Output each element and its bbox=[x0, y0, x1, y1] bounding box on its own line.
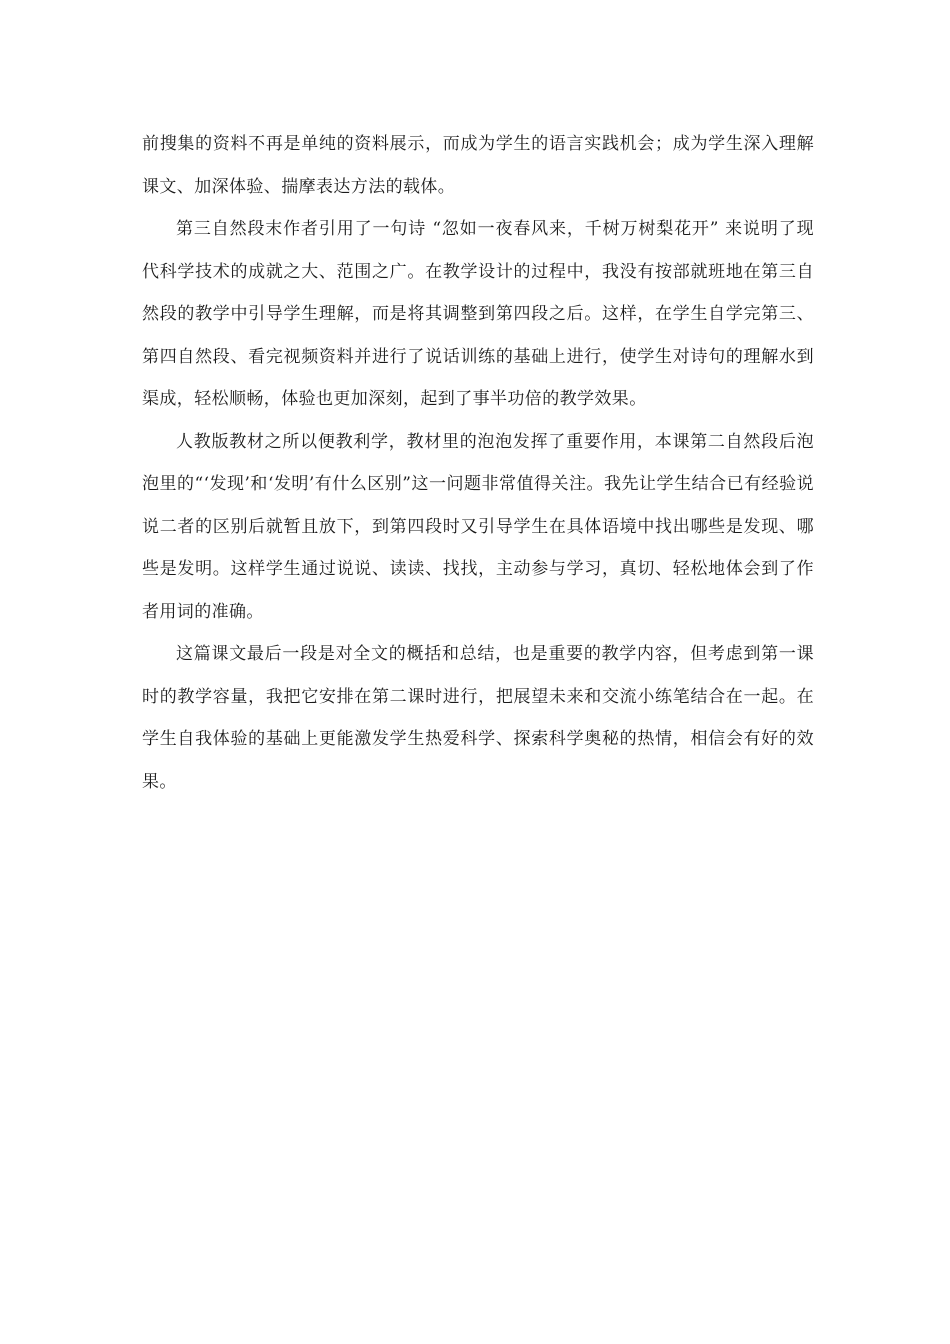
document-body bbox=[142, 123, 814, 803]
paragraph-3: 人教版教材之所以便教利学，教材里的泡泡发挥了重要作用，本课第二自然段后泡泡里的“‘发现’和‘发明’有什么区别”这一问题非常值得关注。我先让学生结合已有经验说说二者的区别后就暂且放下，到第四段时又引导学生在具体语境中找出哪些是发现、哪些是发明。这样学生通过说说、读读、找找，主动参与学习，真切、轻松地体会到了作者用词的准确。 bbox=[142, 431, 814, 622]
paragraph-2: 第三自然段末作者引用了一句诗 “忽如一夜春风来，千树万树梨花开” 来说明了现代科学技术的成就之大、范围之广。在教学设计的过程中，我没有按部就班地在第三自然段的教学中引导学生理解，而是将其调整到第四段之后。这样，在学生自学完第三、第四自然段、看完视频资料并进行了说话训练的基础上进行，使学生对诗句的理解水到渠成，轻松顺畅，体验也更加深刻，起到了事半功倍的教学效果。 bbox=[142, 219, 814, 409]
paragraph-1: 前搜集的资料不再是单纯的资料展示，而成为学生的语言实践机会；成为学生深入理解课文、加深体验、揣摩表达方法的载体。 bbox=[142, 134, 814, 197]
paragraph-4: 这篇课文最后一段是对全文的概括和总结，也是重要的教学内容，但考虑到第一课时的教学容量，我把它安排在第二课时进行，把展望未来和交流小练笔结合在一起。在学生自我体验的基础上更能激发学生热爱科学、探索科学奥秘的热情，相信会有好的效果。 bbox=[142, 644, 814, 792]
